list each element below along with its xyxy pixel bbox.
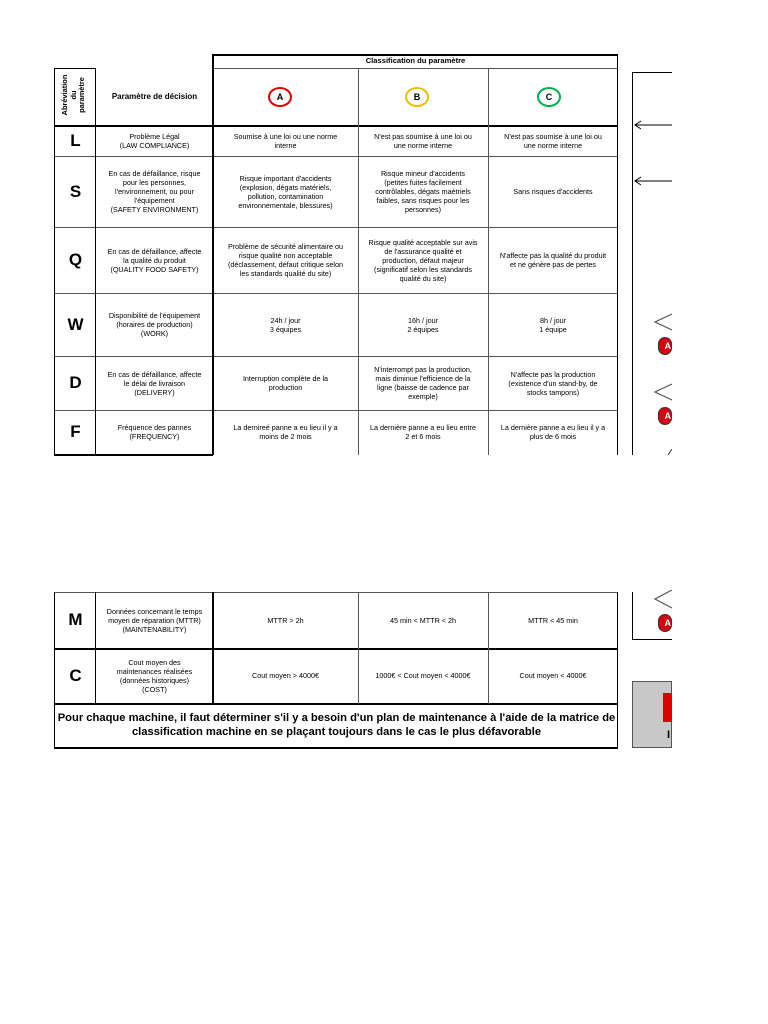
param-l: Problème Légal (LAW COMPLIANCE) xyxy=(119,131,190,150)
abbr-m: M xyxy=(68,610,83,630)
decision-parameter-header: Paramètre de décision xyxy=(111,91,198,101)
param-s: En cas de défaillance, risque pour les personnes, l'environnement, ou pour l'équipement (SAFETY ENVIRONMENT) xyxy=(108,169,201,214)
class-b-s: Risque mineur d'accidents (petites fuites facilement contrôlables, dégats maétriels faibles, sans risques pour les personnes) xyxy=(375,169,471,214)
abbr-s: S xyxy=(69,181,82,201)
class-c-d: N'affecte pas la production (existence d'un stand-by, de stocks tampons) xyxy=(508,369,598,397)
chevron-left-icon xyxy=(662,449,672,455)
class-a-d: Interruption complète de la production xyxy=(242,374,329,392)
class-a-q: Problème de sécurité alimentaire ou risque qualité non acceptable (déclassement, défaut critique selon les standards qualité du site) xyxy=(227,242,344,278)
class-b-d: N'interrompt pas la production, mais diminue l'efficience de la ligne (baisse de cadence par exemple) xyxy=(374,365,472,401)
class-a-circle: A xyxy=(268,87,292,107)
class-b-c: 1000€ < Cout moyen < 4000€ xyxy=(375,671,471,680)
abbr-c: C xyxy=(69,665,82,685)
abbr-q: Q xyxy=(68,250,83,270)
class-a-l: Soumise à une loi ou une norme interne xyxy=(233,131,338,150)
class-a-w: 24h / jour 3 équipes xyxy=(269,315,302,334)
class-b-circle: B xyxy=(405,87,429,107)
class-c-s: Sans risques d'accidents xyxy=(513,187,593,196)
class-b-l: N'est pas soumise à une loi ou une norme interne xyxy=(374,131,472,150)
class-b-w: 16h / jour 2 équipes xyxy=(407,315,439,334)
arrow-left-icon xyxy=(632,120,672,130)
class-b-q: Risque qualité acceptable sur avis de l'assurance qualité et production, défaut majeur (significatif selon les standards qualité du site) xyxy=(368,237,478,283)
class-a-m: MTTR > 2h xyxy=(267,615,304,625)
class-a-s: Risque important d'accidents (explosion, dégats matériels, pollution, contamination environnementale, blessures) xyxy=(238,173,333,210)
class-c-circle: C xyxy=(537,87,561,107)
param-q: En cas de défaillance, affecte la qualité du produit (QUALITY FOOD SAFETY) xyxy=(107,246,202,274)
chevron-left-icon xyxy=(652,382,672,402)
param-c: Cout moyen des maintenances réalisées (données historiques) (COST) xyxy=(116,657,193,694)
chevron-left-icon xyxy=(652,312,672,332)
param-m: Données concernant le temps moyen de réparation (MTTR) (MAINTENABILITY) xyxy=(106,606,203,634)
class-a-f: La dernireé panne a eu lieu il y a moins de 2 mois xyxy=(233,423,338,441)
class-a-c: Cout moyen > 4000€ xyxy=(252,671,319,680)
abbr-w: W xyxy=(67,314,84,334)
class-b-m: 45 min < MTTR < 2h xyxy=(390,615,456,625)
arrow-left-icon xyxy=(632,176,672,186)
footer-instruction: Pour chaque machine, il faut déterminer s'il y a besoin d'un plan de maintenance à l'aide de la matrice de classification machine en se plaçant toujours dans le cas le plus défavorable xyxy=(57,712,616,738)
param-w: Disponibilité de l'équipement (horaires de production) (WORK) xyxy=(108,311,201,338)
class-a-badge: A xyxy=(658,337,672,355)
abbr-l: L xyxy=(70,130,81,150)
class-c-m: MTTR < 45 min xyxy=(528,615,578,625)
classification-header: Classification du paramètre xyxy=(365,56,466,66)
param-f: Fréquence des pannes (FREQUENCY) xyxy=(117,423,192,441)
class-a-badge: A xyxy=(658,614,672,632)
class-c-l: N'est pas soumise à une loi ou une norme interne xyxy=(504,131,602,150)
class-c-f: La dernière panne a eu lieu il y a plus de 6 mois xyxy=(500,423,606,441)
result-box-char: I xyxy=(667,729,671,741)
class-b-f: La dernière panne a eu lieu entre 2 et 6 mois xyxy=(370,423,476,441)
result-box-red-mark xyxy=(663,693,672,722)
chevron-left-icon xyxy=(652,588,672,610)
abbr-d: D xyxy=(69,373,82,393)
abbr-f: F xyxy=(70,422,81,442)
class-c-c: Cout moyen < 4000€ xyxy=(519,671,587,680)
class-c-w: 8h / jour 1 équipe xyxy=(539,315,567,334)
param-d: En cas de défaillance, affecte le délai de livraison (DELIVERY) xyxy=(107,369,202,397)
abbreviation-header: Abréviation du paramètre xyxy=(60,74,87,116)
class-c-q: N'affecte pas la qualité du produit et ne génère pas de pertes xyxy=(499,251,607,269)
class-a-badge: A xyxy=(658,407,672,425)
